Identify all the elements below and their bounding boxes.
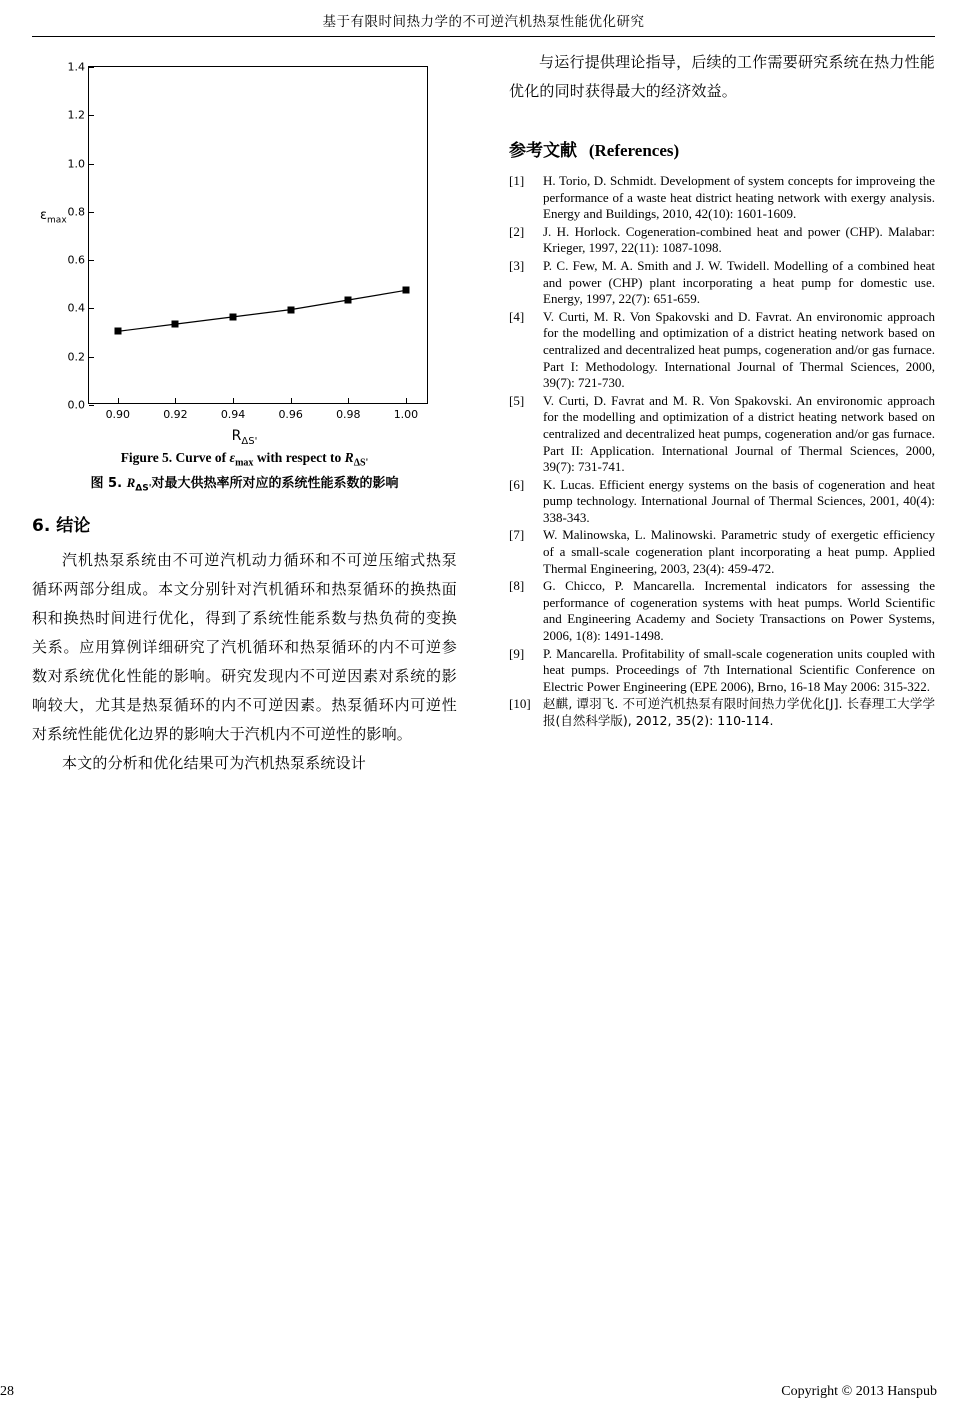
chart-series-line	[89, 67, 429, 405]
reference-text: K. Lucas. Efficient energy systems on the basis of cogeneration and heat pump technology. International Journal of Thermal Sciences, 2001, 40(4): 338-343.	[543, 476, 935, 525]
x-tick-label: 0.92	[163, 408, 188, 421]
reference-number: [3]	[509, 257, 525, 273]
reference-item	[509, 309, 935, 392]
reference-text: 赵麒, 谭羽飞. 不可逆汽机热泵有限时间热力学优化[J]. 长春理工大学学报(自然科学版), 2012, 35(2): 110-114.	[543, 696, 935, 728]
header-divider	[32, 36, 935, 37]
data-point-marker	[345, 296, 352, 303]
left-column	[32, 48, 457, 778]
reference-text: H. Torio, D. Schmidt. Development of system concepts for improveing the performance of a waste heat district heating network with exergy analysis. Energy and Buildings, 2010, 42(10): 1601-1609.	[543, 173, 935, 222]
section-heading-conclusion: 6. 结论	[32, 516, 91, 536]
reference-number: [6]	[509, 476, 525, 492]
data-point-marker	[230, 313, 237, 320]
y-tick-mark	[89, 405, 94, 406]
x-axis-label: $R_{\Delta S'}$	[231, 428, 258, 447]
x-tick-label: 0.94	[220, 408, 246, 421]
reference-text: J. H. Horlock. Cogeneration-combined heat and power (CHP). Malabar: Krieger, 1997, 22(11): 1087-1098.	[543, 223, 935, 256]
reference-item	[509, 527, 935, 577]
reference-item	[509, 696, 935, 729]
data-point-marker	[114, 328, 121, 335]
chart-plot-area	[67, 60, 428, 421]
y-tick-label: 1.2	[67, 108, 85, 122]
reference-text: V. Curti, D. Favrat and M. R. Von Spakovski. An environomic approach for the modelling and optimization of a district heating network based on centralized and decentralized heat pumps, cogeneration and/or gas furnace. Part II: Application. International Journal of Thermal Sciences, 2000, 39(7): 731-741.	[543, 392, 935, 475]
reference-item	[509, 477, 935, 527]
reference-number: [1]	[509, 173, 525, 188]
y-tick-label: 0.4	[67, 301, 85, 315]
y-tick-label: 0.6	[67, 253, 85, 267]
reference-number: [2]	[509, 223, 525, 239]
page-number: 28	[0, 1384, 14, 1399]
x-tick-label: 0.90	[105, 408, 131, 421]
reference-number: [10]	[509, 696, 531, 712]
reference-item	[509, 173, 935, 223]
reference-item	[509, 224, 935, 257]
conclusion-paragraph-1: 汽机热泵系统由不可逆汽机动力循环和不可逆压缩式热泵循环两部分组成。本文分别针对汽机循环和热泵循环的换热面积和换热时间进行优化，得到了系统性能系数与热负荷的变换关系。应用算例详细研究了汽机循环和热泵循环的内不可逆参数对系统优化性能的影响。研究发现内不可逆因素对系统的影响较大，尤其是热泵循环的内不可逆因素。热泵循环内可逆性对系统性能优化边界的影响大于汽机内不可逆性的影响。	[32, 551, 457, 743]
y-tick-label: 0.8	[67, 205, 85, 219]
reference-number: [8]	[509, 578, 525, 594]
references-heading: 参考文献 (References)	[509, 141, 680, 161]
reference-text: V. Curti, M. R. Von Spakovski and D. Favrat. An environomic approach for the modelling and optimization of a district heating network based on centralized and decentralized heat pumps, cogeneration and/or gas furnace. Part I: Methodology. International Journal of Thermal Sciences, 2000, 39(7): 721-730.	[543, 308, 935, 391]
data-point-marker	[172, 321, 179, 328]
y-tick-label: 1.4	[67, 60, 85, 74]
x-tick-label: 1.00	[393, 408, 419, 421]
x-tick-label: 0.98	[336, 408, 361, 421]
y-tick-label: 1.0	[67, 157, 85, 171]
copyright-notice: Copyright © 2013 Hanspub	[781, 1384, 937, 1399]
reference-text: P. C. Few, M. A. Smith and J. W. Twidell. Modelling of a combined heat and power (CHP) plant incorporating a heat pump for domestic use. Energy, 1997, 22(7): 651-659.	[543, 257, 935, 307]
data-point-marker	[402, 287, 409, 294]
running-head: 基于有限时间热力学的不可逆汽机热泵性能优化研究	[322, 14, 645, 30]
intro-paragraph: 与运行提供理论指导，后续的工作需要研究系统在热力性能优化的同时获得最大的经济效益。	[509, 53, 935, 100]
reference-number: [4]	[509, 308, 525, 324]
figure-caption-en: Figure 5. Curve of $\varepsilon_{max}$ with respect to $R_{\Delta S'}$	[120, 450, 369, 469]
reference-number: [7]	[509, 527, 525, 543]
reference-text: G. Chicco, P. Mancarella. Incremental indicators for assessing the performance of cogeneration systems with heat pumps. World Scientific and Engineering Academy and Society Transactions on Power Systems, 2006, 1(8): 1491-1498.	[543, 578, 935, 644]
reference-text: P. Mancarella. Profitability of small-scale cogeneration units coupled with heat pumps. Proceedings of 7th International Scientific Conference on Electric Power Engineering (EPE 2006), Brno, 16-18 May 2006: 315-322.	[543, 645, 935, 694]
reference-item	[509, 393, 935, 476]
reference-number: [9]	[509, 645, 525, 661]
reference-item	[509, 258, 935, 308]
y-tick-label: 0.0	[67, 398, 85, 412]
x-tick-label: 0.96	[278, 408, 303, 421]
reference-list	[509, 173, 935, 730]
figure-caption-cn: 图 5. $R_{\Delta S'}$对最大供热率所对应的系统性能系数的影响	[90, 475, 399, 494]
reference-text: W. Malinowska, L. Malinowski. Parametric study of exergetic efficiency of a small-scale cogeneration plant incorporating a heat pump. Applied Thermal Engineering, 2003, 23(4): 459-472.	[543, 527, 935, 576]
y-axis-label: $\varepsilon_{max}$	[40, 208, 67, 226]
data-point-marker	[287, 306, 294, 313]
right-column	[509, 48, 935, 731]
conclusion-paragraph-2: 本文的分析和优化结果可为汽机热泵系统设计	[62, 754, 367, 772]
reference-number: [5]	[509, 392, 525, 408]
reference-item	[509, 646, 935, 696]
reference-item	[509, 578, 935, 644]
y-tick-label: 0.2	[67, 350, 85, 364]
figure-5	[32, 48, 457, 493]
